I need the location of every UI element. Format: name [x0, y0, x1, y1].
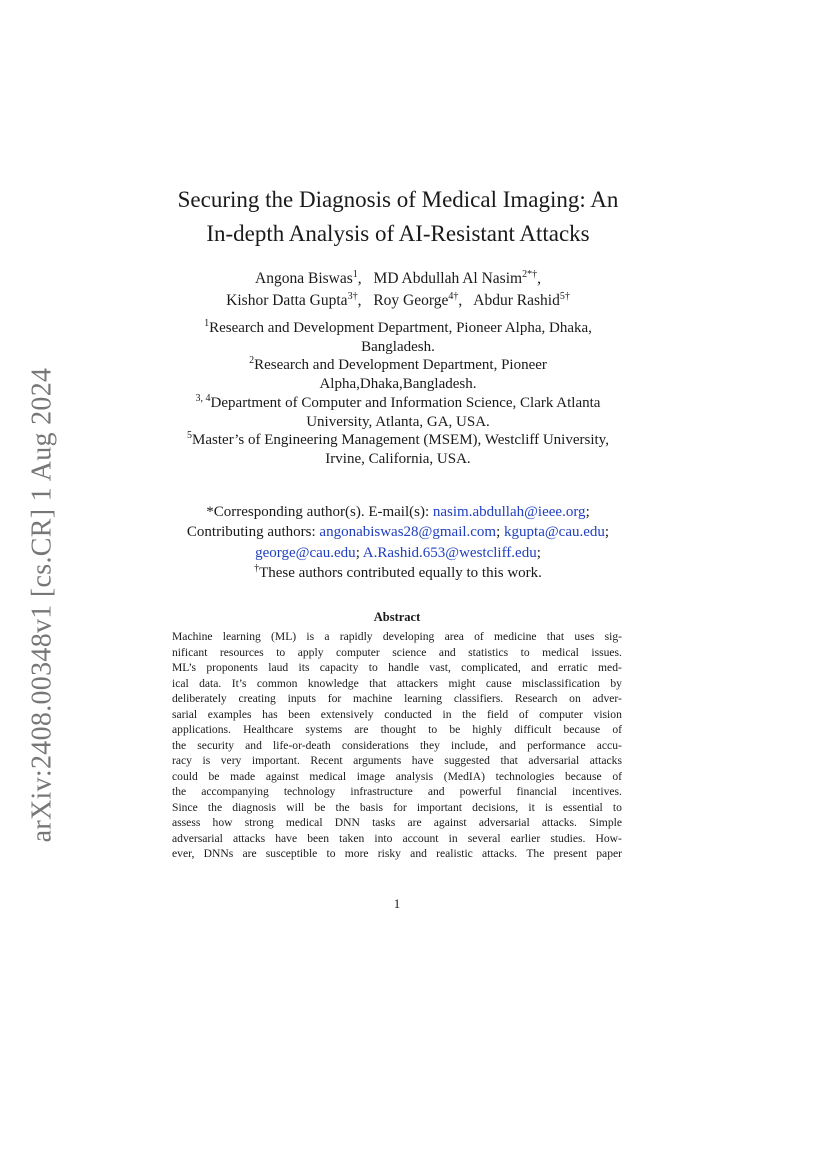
title-line-1: Securing the Diagnosis of Medical Imaging: An: [177, 187, 619, 212]
affiliation-5: $^5$Master’s of Engineering Management (MSEM), Westcliff University, Irvine, California, USA.: [187, 430, 609, 467]
affiliation-mark: 5: [187, 430, 193, 442]
page-number: 1: [393, 896, 401, 911]
author-name: Roy George: [373, 292, 449, 309]
author-line-2: Kishor Datta Gupta$^{3\dagger}$, Roy George$^{4\dagger}$, Abdur Rashid$^{5\dagger}$: [226, 291, 570, 309]
abstract-line: racy is very important. Recent arguments have suggested that adversarial attacks: [172, 754, 622, 767]
abstract-line: nificant resources to apply computer science and statistics to medical issues.: [172, 645, 622, 659]
email-link[interactable]: kgupta@cau.edu: [504, 524, 605, 541]
author-affiliation-mark: 3†: [347, 291, 358, 302]
email-link[interactable]: A.Rashid.653@westcliff.edu: [362, 544, 537, 561]
email-link[interactable]: angonabiswas28@gmail.com: [319, 524, 497, 541]
abstract-line: ML’s proponents laud its capacity to handle vast, complicated, and erratic med-: [172, 661, 622, 674]
corresponding-author-label: *Corresponding author(s). E-mail(s):: [206, 504, 430, 520]
affiliation-mark: 1: [204, 318, 210, 329]
affiliation-mark: 2: [249, 355, 255, 367]
corresponding-email-link[interactable]: nasim.abdullah@ieee.org: [432, 504, 586, 520]
contributing-authors-label: Contributing authors:: [186, 524, 316, 541]
author-affiliation-mark: 2*†: [522, 269, 538, 280]
affiliation-1: $^1$Research and Development Department, Pioneer Alpha, Dhaka, Bangladesh.: [204, 318, 592, 355]
abstract-line: the accompanying technology infrastructure and powerful financial incentives.: [172, 785, 622, 798]
corresponding-author-line: *Corresponding author(s). E-mail(s): nasim.abdullah@ieee.org;: [206, 504, 590, 520]
affiliation-list: [140, 319, 656, 469]
author-name: Angona Biswas: [255, 270, 353, 287]
correspondence-block: [120, 502, 676, 583]
abstract-line: ical data. It’s common knowledge that attackers might cause misclassification by: [172, 676, 622, 690]
contributing-authors-line: Contributing authors: angonabiswas28@gmail.com; kgupta@cau.edu;: [186, 524, 610, 541]
abstract-line: the security and life-or-death considerations they include, and performance accu-: [172, 738, 622, 752]
author-list: [120, 268, 676, 312]
author-affiliation-mark: 5†: [559, 291, 570, 302]
arxiv-identifier-stamp: [22, 365, 62, 845]
title-line-2: In-depth Analysis of AI-Resistant Attacks: [206, 221, 590, 246]
abstract-line: Machine learning (ML) is a rapidly developing area of medicine that uses sig-: [172, 630, 622, 643]
abstract-body: [172, 629, 622, 862]
author-affiliation-mark: 1: [352, 269, 358, 280]
author-line-1: Angona Biswas$^1$, MD Abdullah Al Nasim$^{2*\dagger}$,: [255, 269, 541, 287]
contributing-authors-line-2: george@cau.edu; A.Rashid.653@westcliff.edu;: [255, 544, 541, 561]
abstract-heading: Abstract: [373, 610, 421, 624]
dagger-mark: †: [254, 562, 260, 574]
abstract-line: adversarial attacks have been taken into account in several earlier studies. How-: [172, 831, 622, 845]
affiliation-3-4: $^{3, 4}$Department of Computer and Information Science, Clark Atlanta University, Atlanta, GA, USA.: [195, 392, 601, 430]
paper-title: [120, 183, 676, 251]
author-affiliation-mark: 4†: [448, 291, 459, 302]
affiliation-mark: 3, 4: [195, 392, 211, 404]
author-name: Abdur Rashid: [473, 292, 560, 309]
author-name: MD Abdullah Al Nasim: [373, 270, 523, 287]
email-link[interactable]: george@cau.edu: [255, 544, 356, 561]
arxiv-stamp-text: arXiv:2408.00348v1 [cs.CR] 1 Aug 2024: [26, 367, 58, 843]
abstract-line: assess how strong medical DNN tasks are against adversarial attacks. Simple: [172, 816, 622, 829]
abstract-line: deliberately creating inputs for machine learning classifiers. Research on adver-: [172, 692, 622, 705]
author-name: Kishor Datta Gupta: [226, 292, 348, 309]
abstract-line: could be made against medical image analysis (MedIA) technologies because of: [172, 769, 622, 783]
equal-contribution-note: †These authors contributed equally to this work.: [254, 562, 542, 581]
abstract-line: Since the diagnosis will be the basis for important decisions, it is essential to: [172, 800, 622, 814]
abstract-line: applications. Healthcare systems are thought to be highly difficult because of: [172, 723, 622, 736]
abstract-line: ever, DNNs are susceptible to more risky and realistic attacks. The present paper: [172, 847, 622, 860]
abstract-line: sarial examples has been extensively conducted in the field of computer vision: [172, 707, 622, 721]
affiliation-2: $^2$Research and Development Department, Pioneer Alpha,Dhaka,Bangladesh.: [249, 355, 547, 393]
